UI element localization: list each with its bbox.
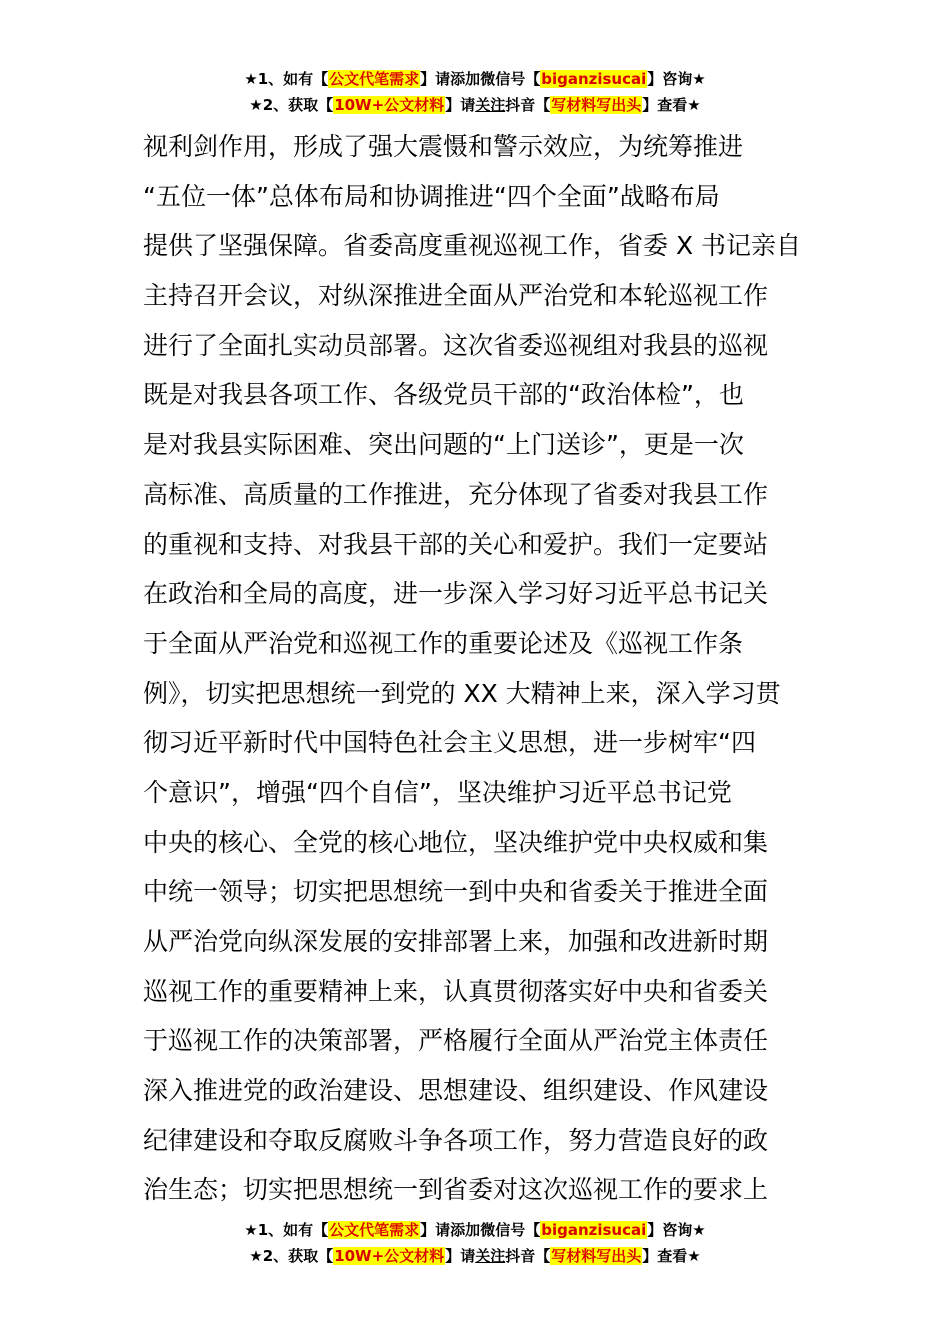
banner-text: 微信号【: [480, 70, 541, 88]
banner-underlined-text: 关注: [475, 96, 506, 114]
text-line: 例》，切实把思想统一到党的 XX 大精神上来，深入学习贯: [143, 678, 781, 708]
banner-line-2: [0, 92, 950, 118]
text-line: 高标准、高质量的工作推进，充分体现了省委对我县工作: [143, 479, 769, 509]
highlight-wechat-id: biganzisucai: [541, 1221, 647, 1239]
text-line: “五位一体”总体布局和协调推进“四个全面”战略布局: [143, 181, 720, 211]
banner-text: 】请: [445, 96, 476, 114]
text-line: 个意识”，增强“四个自信”，坚决维护习近平总书记党: [143, 777, 732, 807]
header-banner: [0, 66, 950, 118]
text-line: 进行了全面扎实动员部署。这次省委巡视组对我县的巡视: [143, 330, 769, 360]
text-line: 治生态；切实把思想统一到省委对这次巡视工作的要求上: [143, 1175, 769, 1205]
text-line: 彻习近平新时代中国特色社会主义思想，进一步树牢“四: [143, 728, 756, 758]
text-line: 深入推进党的政治建设、思想建设、组织建设、作风建设: [143, 1076, 769, 1106]
banner-text: 】请添加: [420, 70, 481, 88]
text-line: 于巡视工作的决策部署，严格履行全面从严治党主体责任: [143, 1026, 769, 1056]
text-line: 既是对我县各项工作、各级党员干部的“政治体检”，也: [143, 380, 744, 410]
banner-text: 抖音【: [505, 1247, 551, 1265]
highlight-materials: 10W+公文材料: [334, 96, 445, 114]
highlight-service: 公文代笔需求: [329, 1221, 420, 1239]
highlight-service: 公文代笔需求: [329, 70, 420, 88]
banner-line-1: [0, 1217, 950, 1243]
text-line: 主持召开会议，对纵深推进全面从严治党和本轮巡视工作: [143, 281, 769, 311]
highlight-douyin: 写材料写出头: [551, 1247, 642, 1265]
banner-text: 】请: [445, 1247, 476, 1265]
banner-text: 】查看★: [642, 96, 701, 114]
text-line: 纪律建设和夺取反腐败斗争各项工作，努力营造良好的政: [143, 1125, 769, 1155]
banner-text: 】咨询★: [647, 1221, 706, 1239]
text-line: 在政治和全局的高度，进一步深入学习好习近平总书记关: [143, 579, 769, 609]
banner-text: 】查看★: [642, 1247, 701, 1265]
text-line: 视利剑作用，形成了强大震慑和警示效应，为统筹推进: [143, 132, 744, 161]
text-line: 从严治党向纵深发展的安排部署上来，加强和改进新时期: [143, 927, 769, 956]
text-line: 的重视和支持、对我县干部的关心和爱护。我们一定要站: [143, 529, 769, 559]
banner-text: 抖音【: [505, 96, 551, 114]
banner-text: 微信号【: [480, 1221, 541, 1239]
banner-line-1: [0, 66, 950, 92]
text-line: 于全面从严治党和巡视工作的重要论述及《巡视工作条: [143, 628, 744, 658]
highlight-wechat-id: biganzisucai: [541, 70, 647, 88]
banner-underlined-text: 关注: [475, 1247, 506, 1265]
text-line: 提供了坚强保障。省委高度重视巡视工作，省委 X 书记亲自: [143, 231, 802, 261]
footer-banner: [0, 1217, 950, 1269]
banner-text: 】请添加: [420, 1221, 481, 1239]
text-line: 中央的核心、全党的核心地位，坚决维护党中央权威和集: [143, 827, 769, 857]
banner-text: ★1、如有【: [244, 1221, 329, 1239]
document-body: [143, 122, 823, 1215]
banner-text: ★1、如有【: [244, 70, 329, 88]
banner-line-2: [0, 1243, 950, 1269]
banner-text: 】咨询★: [647, 70, 706, 88]
text-line: 是对我县实际困难、突出问题的“上门送诊”，更是一次: [143, 430, 744, 460]
banner-text: ★2、获取【: [249, 96, 334, 114]
text-line: 巡视工作的重要精神上来，认真贯彻落实好中央和省委关: [143, 976, 769, 1006]
highlight-materials: 10W+公文材料: [334, 1247, 445, 1265]
banner-text: ★2、获取【: [249, 1247, 334, 1265]
text-line: 中统一领导；切实把思想统一到中央和省委关于推进全面: [143, 877, 769, 907]
highlight-douyin: 写材料写出头: [551, 96, 642, 114]
